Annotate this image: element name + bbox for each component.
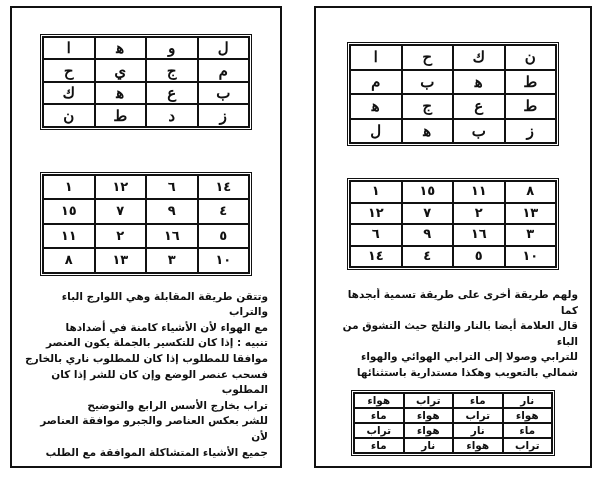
letter-cell: ع (146, 82, 198, 105)
number-grid (347, 178, 559, 270)
text-line (328, 382, 578, 384)
element-cell: تراب (354, 423, 404, 438)
number-cell: ٣ (146, 248, 198, 272)
letter-cell: ي (95, 59, 147, 82)
left-page-text (22, 290, 270, 460)
number-cell: ٦ (350, 224, 402, 246)
number-cell: ١١ (43, 224, 95, 248)
letter-cell: ط (505, 70, 557, 95)
element-cell: ماء (354, 438, 404, 453)
letter-cell: ب (198, 82, 250, 105)
text-line: شمالي بالتعويب وهكذا مستدارية باستثنائها (356, 366, 578, 379)
element-cell: هواء (503, 408, 553, 423)
element-cell: تراب (503, 438, 553, 453)
right-page (314, 6, 592, 468)
letter-cell: ز (198, 104, 250, 127)
letter-cell: ز (505, 119, 557, 144)
text-line: ولهم طريقة أخرى على طريقة تسمية أبجدها كما (347, 289, 578, 317)
number-cell: ٧ (95, 199, 147, 223)
element-cell: نار (503, 393, 553, 408)
letter-cell: ب (402, 70, 454, 95)
number-cell: ٤ (198, 199, 250, 223)
number-cell: ١٤ (198, 175, 250, 199)
text-line: تنبيه : إذا كان للتكسير بالجملة يكون العنصر (46, 337, 268, 350)
letter-cell: ج (402, 94, 454, 119)
number-cell: ٢ (95, 224, 147, 248)
left-page (10, 6, 282, 468)
element-cell: ماء (354, 408, 404, 423)
elements-table (351, 390, 555, 456)
letter-cell: ح (43, 59, 95, 82)
element-cell: هواء (404, 408, 454, 423)
number-cell: ١٣ (505, 203, 557, 225)
letter-cell: ا (43, 37, 95, 59)
text-line: موافقا للمطلوب إذا كان للمطلوب ناري بالخارج (25, 353, 268, 365)
letter-cell: و (146, 37, 198, 59)
right-page-text (326, 288, 580, 384)
letter-cell: ط (505, 94, 557, 119)
letter-grid (40, 34, 252, 130)
letter-cell: ج (146, 59, 198, 82)
letter-cell: ل (198, 37, 250, 59)
number-cell: ١٢ (350, 203, 402, 225)
letter-cell: ط (95, 104, 147, 127)
number-cell: ٩ (146, 199, 198, 223)
letter-cell: ن (505, 45, 557, 70)
element-cell: هواء (453, 438, 503, 453)
element-cell: ماء (453, 393, 503, 408)
letter-cell: ك (453, 45, 505, 70)
number-cell: ٩ (402, 224, 454, 246)
number-cell: ٦ (146, 175, 198, 199)
number-cell: ١١ (453, 181, 505, 203)
text-line: مع الهواء لأن الأشياء كامنة في أضدادها (65, 321, 268, 334)
element-cell: هواء (404, 423, 454, 438)
number-cell: ١٤ (350, 246, 402, 268)
letter-cell: ﻫ (402, 119, 454, 144)
text-line: للشر بعكس العناصر والجبرو موافقة العناصر لأن (40, 415, 268, 443)
number-cell: ١٦ (146, 224, 198, 248)
letter-cell: د (146, 104, 198, 127)
number-cell: ١٦ (453, 224, 505, 246)
letter-cell: م (198, 59, 250, 82)
number-cell: ٣ (505, 224, 557, 246)
text-line: للترابي وصولا إلى الترابي الهوائي والهواء (360, 351, 578, 364)
letter-cell: ح (402, 45, 454, 70)
letter-grid (347, 42, 559, 146)
number-cell: ٨ (43, 248, 95, 272)
letter-cell: ب (453, 119, 505, 144)
number-cell: ١٣ (95, 248, 147, 272)
text-line: تراب بخارج الأسس الرابع والتوضيح (87, 399, 268, 412)
letter-cell: ا (350, 45, 402, 70)
element-cell: هواء (354, 393, 404, 408)
letter-cell: ن (43, 104, 95, 127)
number-grid (40, 172, 252, 276)
element-cell: نار (404, 438, 454, 453)
element-cell: ماء (503, 423, 553, 438)
element-cell: نار (453, 423, 503, 438)
number-cell: ١ (43, 175, 95, 199)
element-cell: تراب (453, 408, 503, 423)
letter-cell: ﻫ (453, 70, 505, 95)
letter-cell: ﻫ (95, 82, 147, 105)
number-cell: ١٥ (43, 199, 95, 223)
text-line: قال العلامة أيضا بالنار والثلج حيث التشوق من الباء (342, 320, 578, 348)
letter-cell: ك (43, 82, 95, 105)
number-cell: ٤ (402, 246, 454, 268)
letter-cell: ﻫ (95, 37, 147, 59)
number-cell: ٧ (402, 203, 454, 225)
text-line: فسحب عنصر الوضع وإن كان للشر إذا كان المطلوب (51, 368, 268, 397)
number-cell: ١٠ (505, 246, 557, 268)
element-cell: تراب (404, 393, 454, 408)
text-line: جميع الأشياء المتشاكلة الموافقة مع الطلب (45, 446, 268, 459)
number-cell: ٥ (198, 224, 250, 248)
letter-cell: ﻫ (350, 94, 402, 119)
letter-cell: م (350, 70, 402, 95)
number-cell: ١٢ (95, 175, 147, 199)
number-cell: ٢ (453, 203, 505, 225)
text-line: وتتقن طريقة المقابلة وهي اللوارج الباء والتراب (61, 290, 268, 319)
number-cell: ١٠ (198, 248, 250, 272)
letter-cell: ل (350, 119, 402, 144)
number-cell: ٨ (505, 181, 557, 203)
number-cell: ١٥ (402, 181, 454, 203)
number-cell: ١ (350, 181, 402, 203)
number-cell: ٥ (453, 246, 505, 268)
letter-cell: ع (453, 94, 505, 119)
